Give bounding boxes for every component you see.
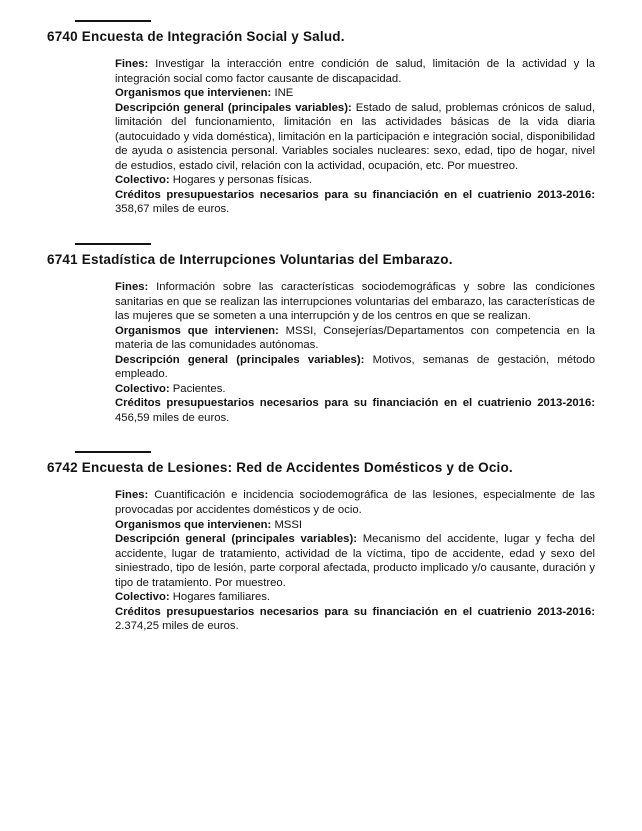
field-text: MSSI, Consejerías/Departamentos con competencia en la materia de las comunidades autónomas. [115,324,596,352]
section-number: 6740 [47,29,78,44]
field-label: Descripción general (principales variables): [115,101,352,114]
field-text: Mecanismo del accidente, lugar y fecha del accidente, lugar de tratamiento, actividad de la víctima, tipo de accidente, edad y sexo del siniestrado, tipo de lesión, parte corporal afectada, producto implicado y/o causante, duración y tipo de tratamiento. Por muestreo. [115,533,596,589]
field-fines [115,488,595,517]
section-number: 6742 [47,460,78,476]
field-label: Descripción general (principales variables): [115,533,357,546]
field-organismos [115,86,595,101]
field-label: Fines: [115,489,149,502]
field-text: 456,59 miles de euros. [115,411,230,424]
section-number: 6741 [47,252,78,268]
section-name: Encuesta de Integración Social y Salud. [81,29,345,44]
field-label: Colectivo: [115,591,170,604]
field-fines [115,57,595,86]
section-divider-line [75,451,151,453]
section-body [115,280,595,425]
section-body [115,488,595,633]
field-text: Información sobre las características sociodemográficas y sobre las condiciones sanitarias en que se realizan las interrupciones voluntarias del embarazo, las características de las mujeres que se someten a una interrupción y de los centros en que se realizan. [115,281,595,323]
field-descripcion [115,101,595,174]
field-label: Organismos que intervienen: [115,87,272,100]
field-text: MSSI [274,518,303,531]
field-text: Estado de salud, problemas crónicos de salud, limitación del funcionamiento, limitación en las actividades básicas de la vida diaria (autocuidado y vida doméstica), limitación en la participación e integración social, disponibilidad de ayuda o asistencia personal. Variables sociales nucleares: sexo, edad, tipo de hogar, nivel de estudios, estado civil, relación con la actividad, ocupación, etc. Por muestreo. [115,101,595,172]
field-text: Pacientes. [172,382,226,395]
field-colectivo [115,590,595,605]
field-colectivo [115,173,595,188]
field-colectivo [115,382,595,397]
field-text: INE [274,87,294,100]
field-text: Motivos, semanas de gestación, método empleado. [115,353,596,381]
section-title [47,460,595,475]
field-label: Fines: [115,281,149,294]
field-label: Descripción general (principales variables): [115,353,365,366]
field-fines [115,280,595,324]
section-divider-line [75,20,151,22]
field-text: Cuantificación e incidencia sociodemográfica de las lesiones, especialmente de las provocadas por accidentes domésticos y de ocio. [115,489,596,517]
field-organismos [115,324,595,353]
field-label: Colectivo: [115,382,170,395]
field-label: Fines: [115,58,149,70]
section-divider-line [75,243,151,245]
field-text: Hogares familiares. [172,591,271,604]
field-organismos [115,518,595,533]
field-label: Créditos presupuestarios necesarios para su financiación en el cuatrienio 2013-2016: [115,605,595,618]
section-title [47,29,595,44]
field-label: Organismos que intervienen: [115,324,279,337]
field-text: 2.374,25 miles de euros. [115,620,239,633]
section-body [115,57,595,217]
field-text: Hogares y personas físicas. [172,174,313,187]
section-name: Estadística de Interrupciones Voluntarias del Embarazo. [81,252,453,268]
field-label: Créditos presupuestarios necesarios para su financiación en el cuatrienio 2013-2016: [115,397,595,410]
section-6742 [47,451,595,633]
field-label: Colectivo: [115,174,170,187]
field-creditos [115,396,595,425]
field-creditos [115,188,595,217]
field-descripcion [115,532,595,590]
field-label: Organismos que intervienen: [115,518,272,531]
field-creditos [115,605,595,634]
field-text: Investigar la interacción entre condición de salud, limitación de la actividad y la integración social como factor causante de discapacidad. [115,58,596,85]
section-title [47,252,595,267]
section-6740 [47,20,595,217]
section-name: Encuesta de Lesiones: Red de Accidentes Domésticos y de Ocio. [81,460,513,476]
field-label: Créditos presupuestarios necesarios para su financiación en el cuatrienio 2013-2016: [115,188,595,201]
field-text: 358,67 miles de euros. [115,203,230,216]
field-descripcion [115,353,595,382]
section-6741 [47,243,595,425]
